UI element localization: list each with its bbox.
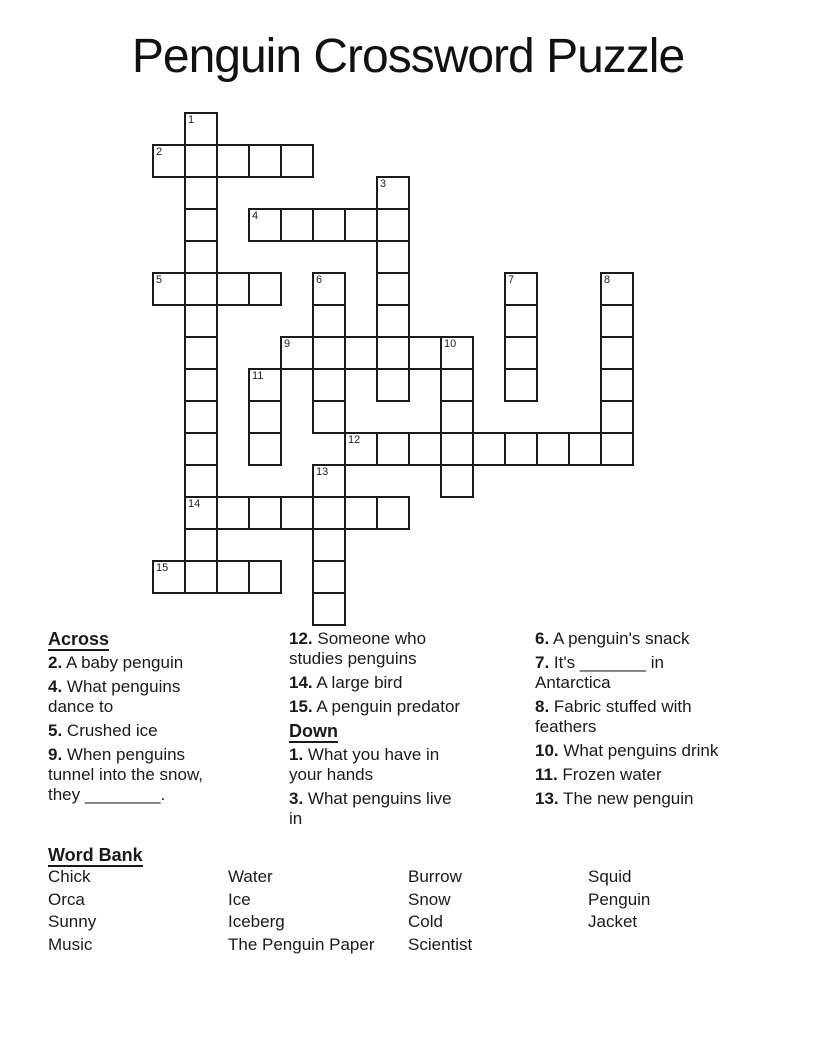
clue-number: 6. [535, 629, 550, 648]
grid-cell[interactable] [344, 432, 378, 466]
grid-cell[interactable] [504, 272, 538, 306]
grid-cell[interactable] [376, 240, 410, 274]
clue-9: 9. When penguins tunnel into the snow, they ________. [48, 745, 204, 804]
grid-cell[interactable] [568, 432, 602, 466]
grid-cell[interactable] [312, 336, 346, 370]
word-bank-word: Cold [408, 912, 443, 931]
grid-cell[interactable] [152, 272, 186, 306]
grid-cell-number: 4 [252, 210, 259, 222]
word-bank-column-3 [408, 866, 588, 956]
grid-cell[interactable] [184, 176, 218, 210]
grid-cell-number: 15 [156, 562, 169, 574]
grid-cell[interactable] [248, 496, 282, 530]
grid-cell[interactable] [600, 272, 634, 306]
grid-cell-number: 1 [188, 114, 195, 126]
clue-number: 5. [48, 721, 63, 740]
grid-cell[interactable] [344, 208, 378, 242]
clue-2: 2. A baby penguin [48, 653, 184, 672]
word-bank-heading: Word Bank [48, 845, 143, 865]
grid-cell[interactable] [344, 496, 378, 530]
grid-cell[interactable] [600, 400, 634, 434]
grid-cell[interactable] [344, 336, 378, 370]
grid-cell[interactable] [280, 336, 314, 370]
word-bank-word: Chick [48, 867, 91, 886]
grid-cell[interactable] [248, 400, 282, 434]
clue-number: 1. [289, 745, 304, 764]
word-bank-word: The Penguin Paper [228, 934, 375, 954]
grid-cell[interactable] [312, 272, 346, 306]
clue-3: 3. What penguins live in [289, 789, 452, 828]
clue-number: 4. [48, 677, 63, 696]
page-title: Penguin Crossword Puzzle [131, 30, 685, 83]
word-bank-word: Burrow [408, 867, 462, 886]
grid-cell[interactable] [504, 432, 538, 466]
grid-cell[interactable] [376, 496, 410, 530]
grid-cell[interactable] [600, 304, 634, 338]
grid-cell[interactable] [440, 400, 474, 434]
grid-cell-number: 12 [348, 434, 361, 446]
grid-cell[interactable] [440, 336, 474, 370]
grid-cell[interactable] [504, 368, 538, 402]
grid-cell[interactable] [184, 208, 218, 242]
grid-cell[interactable] [248, 208, 282, 242]
clue-number: 3. [289, 789, 304, 808]
clue-5: 5. Crushed ice [48, 721, 158, 740]
clue-heading-label: Across [48, 629, 110, 649]
grid-cell[interactable] [376, 176, 410, 210]
grid-cell[interactable] [184, 144, 218, 178]
grid-cell[interactable] [440, 368, 474, 402]
grid-cell[interactable] [184, 400, 218, 434]
clue-7: 7. It's _______ in Antarctica [535, 653, 664, 692]
grid-cell-number: 3 [380, 178, 387, 190]
grid-cell[interactable] [280, 144, 314, 178]
grid-cell[interactable] [184, 560, 218, 594]
clue-4: 4. What penguins dance to [48, 677, 181, 716]
clue-number: 13. [535, 789, 559, 808]
word-bank-word: Water [228, 867, 273, 886]
grid-cell[interactable] [184, 336, 218, 370]
grid-cell[interactable] [600, 336, 634, 370]
clue-number: 7. [535, 653, 550, 672]
grid-cell[interactable] [280, 208, 314, 242]
word-bank-word: Snow [408, 889, 451, 909]
grid-cell[interactable] [376, 208, 410, 242]
clue-14: 14. A large bird [289, 673, 403, 692]
grid-cell[interactable] [216, 272, 250, 306]
grid-cell[interactable] [312, 208, 346, 242]
grid-cell[interactable] [440, 464, 474, 498]
grid-cell-number: 11 [252, 370, 264, 382]
grid-cell[interactable] [184, 464, 218, 498]
grid-cell-number: 13 [316, 466, 329, 478]
grid-cell[interactable] [216, 496, 250, 530]
clue-8: 8. Fabric stuffed with feathers [535, 697, 692, 736]
grid-cell-number: 7 [508, 274, 515, 286]
grid-cell-number: 10 [444, 338, 457, 350]
grid-cell-number: 5 [156, 274, 163, 286]
clue-15: 15. A penguin predator [289, 697, 461, 716]
grid-cell[interactable] [504, 336, 538, 370]
clue-number: 2. [48, 653, 63, 672]
clue-number: 12. [289, 629, 313, 648]
grid-cell[interactable] [280, 496, 314, 530]
clue-12: 12. Someone who studies penguins [289, 629, 427, 668]
grid-cell[interactable] [600, 432, 634, 466]
grid-cell-number: 8 [604, 274, 611, 286]
grid-cell[interactable] [312, 528, 346, 562]
word-bank-word: Orca [48, 889, 85, 909]
clue-11: 11. Frozen water [535, 765, 662, 784]
grid-cell[interactable] [472, 432, 506, 466]
grid-cell-number: 9 [284, 338, 291, 350]
clue-number: 9. [48, 745, 63, 764]
grid-cell[interactable] [312, 560, 346, 594]
grid-cell[interactable] [376, 304, 410, 338]
clue-column-3 [535, 629, 737, 813]
grid-cell[interactable] [504, 304, 538, 338]
clue-number: 15. [289, 697, 313, 716]
grid-cell[interactable] [312, 496, 346, 530]
grid-cell[interactable] [376, 432, 410, 466]
grid-cell[interactable] [184, 496, 218, 530]
word-bank-word: Ice [228, 889, 251, 909]
grid-cell[interactable] [312, 368, 346, 402]
clue-column-1 [48, 629, 218, 809]
clue-column-2 [289, 629, 467, 833]
clue-heading-label: Down [289, 721, 338, 741]
grid-cell[interactable] [312, 400, 346, 434]
word-bank-column-4 [588, 866, 768, 934]
grid-cell[interactable] [376, 336, 410, 370]
grid-cell[interactable] [184, 432, 218, 466]
grid-cell[interactable] [216, 144, 250, 178]
clue-heading-down [289, 721, 467, 741]
grid-cell[interactable] [312, 592, 346, 626]
word-bank-word: Squid [588, 867, 632, 886]
grid-cell[interactable] [184, 272, 218, 306]
word-bank-word: Music [48, 934, 93, 954]
grid-cell[interactable] [184, 528, 218, 562]
clue-10: 10. What penguins drink [535, 741, 719, 760]
word-bank-word: Sunny [48, 912, 97, 931]
grid-cell[interactable] [408, 336, 442, 370]
grid-cell[interactable] [376, 272, 410, 306]
grid-cell[interactable] [184, 368, 218, 402]
word-bank-word: Iceberg [228, 912, 285, 931]
clue-number: 11. [535, 765, 558, 784]
grid-cell[interactable] [184, 304, 218, 338]
grid-cell[interactable] [152, 560, 186, 594]
grid-cell-number: 6 [316, 274, 323, 286]
clue-heading-across [48, 629, 218, 649]
grid-cell[interactable] [440, 432, 474, 466]
grid-cell[interactable] [248, 368, 282, 402]
word-bank-word: Scientist [408, 934, 473, 954]
grid-cell[interactable] [312, 304, 346, 338]
word-bank-word: Jacket [588, 912, 638, 931]
grid-cell[interactable] [248, 272, 282, 306]
grid-cell[interactable] [248, 560, 282, 594]
clue-number: 10. [535, 741, 559, 760]
grid-cell[interactable] [216, 560, 250, 594]
grid-cell[interactable] [600, 368, 634, 402]
grid-cell[interactable] [184, 112, 218, 146]
grid-cell[interactable] [312, 464, 346, 498]
grid-cell[interactable] [248, 144, 282, 178]
grid-cell[interactable] [184, 240, 218, 274]
clue-13: 13. The new penguin [535, 789, 694, 808]
clue-number: 8. [535, 697, 550, 716]
clue-1: 1. What you have in your hands [289, 745, 440, 784]
clue-number: 14. [289, 673, 313, 692]
word-bank-word: Penguin [588, 889, 651, 909]
grid-cell-number: 2 [156, 146, 163, 158]
word-bank-column-1 [48, 866, 228, 956]
grid-cell-number: 14 [188, 498, 201, 510]
grid-cell[interactable] [408, 432, 442, 466]
word-bank-column-2 [228, 866, 408, 956]
grid-cell[interactable] [376, 368, 410, 402]
grid-cell[interactable] [152, 144, 186, 178]
clue-6: 6. A penguin's snack [535, 629, 690, 648]
grid-cell[interactable] [248, 432, 282, 466]
grid-cell[interactable] [536, 432, 570, 466]
